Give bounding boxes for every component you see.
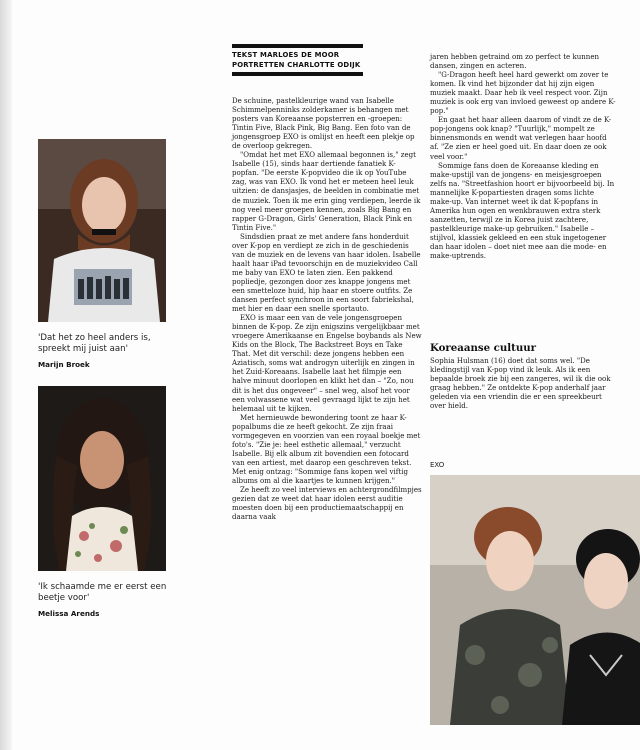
paragraph: En gaat het haar alleen daarom of vindt ze de K-pop-jongens ook knap? "Tuurlijk," mompelt ze binnensmonds en wendt wat verlegen haar hoofd af. "Ze zien er heel goed uit. En daar doen ze ook veel voor." — [430, 115, 612, 161]
paragraph: Sophia Hulsman (16) doet dat soms wel. "De kledingstijl van K-pop vind ik leuk. Als ik een bepaalde broek zie bij een zangeres, wil ik die ook graag hebben." Ze ontdekte K-pop anderhalf jaar geleden via een vriendin die er een spreekbeurt over hield. — [430, 356, 611, 411]
portrait-name: Melissa Arends — [38, 609, 100, 618]
portrait-marijn-broek — [38, 139, 166, 322]
article-column-2 — [430, 52, 616, 260]
paragraph: jaren hebben getraind om zo perfect te kunnen dansen, zingen en acteren. — [430, 52, 600, 71]
paragraph: Ze heeft zo veel interviews en achtergrondfilmpjes gezien dat ze weet dat haar idolen eerst auditie moesten doen bij een productiemaatschappij en daarna vaak — [232, 485, 422, 522]
credits-photo: PORTRETTEN CHARLOTTE ODIJK — [232, 61, 361, 69]
article-credits — [232, 50, 372, 70]
paragraph: Sommige fans doen de Koreaanse kleding en make-upstijl van de jongens- en meisjesgroepen zelfs na. "Streetfashion hoort er bijvoorbeeld bij. In mannelijke K-popartiesten dragen soms lichte make-up. Van internet weet ik dat K-popfans in Amerika hun ogen en wenkbrauwen extra sterk aanzetten, terwijl ze in Korea juist zachtere, pastelkleurige make-up gebruiken." Isabelle – stijlvol, klassiek gekleed en een stuk ingetogener dan haar idolen – doet niet mee aan die mode- en make-uptrends. — [430, 160, 615, 261]
paragraph: "Omdat het met EXO allemaal begonnen is," zegt Isabelle (15), sinds haar dertiende fanatiek K-popfan. "De eerste K-popvideo die ik op YouTube zag, was van EXO. Ik vond het er meteen heel leuk uitzien: de dansjasjes, de beelden in combinatie met de muziek. Toen ik me erin ging verdiepen, leerde ik nog veel meer groepen kennen, zoals Big Bang en rapper G-Dragon, Girls' Generation, Black Pink en Tintin Five." — [232, 150, 421, 232]
credits-text: TEKST MARLOES DE MOOR — [232, 51, 340, 59]
portrait-illustration — [38, 139, 166, 322]
page-gutter-shadow — [0, 0, 12, 750]
paragraph: De schuine, pastelkleurige wand van Isabelle Schimmelpenninks zolderkamer is behangen met posters van Koreaanse popsterren en -groepen: Tintin Five, Black Pink, Big Bang. Een foto van de jongensgroep EXO is omlijst en heeft een plekje op de overloop gekregen. — [232, 96, 415, 151]
paragraph: Sindsdien praat ze met andere fans honderduit over K-pop en verdiept ze zich in de geschiedenis van de muziek en de levens van haar idolen. Isabelle haalt haar iPad tevoorschijn en de muziekvideo Call me baby van EXO te laten zien. Een pakkend popliedje, gezongen door zes knappe jongens met een smetteloze huid, hip haar en stoere outfits. Ze dansen perfect synchroon in een soort fabriekshal, met hier en daar een snelle sportauto. — [232, 231, 421, 314]
paragraph: Met hernieuwde bewondering toont ze haar K-popalbums die ze heeft gekocht. Ze zijn fraai vormgegeven en voorzien van een royaal boekje met foto's. "Zie je: heel esthetic allemaal," verzucht Isabelle. Bij elk album zit bovendien een fotocard van een artiest, met daarop een geschreven tekst. Met enig ontzag: "Sommige fans kopen wel viftig albums om al die kaartjes te kunnen krijgen." — [232, 412, 421, 485]
portrait-quote: 'Dat het zo heel anders is, spreekt mij juist aan' — [38, 333, 151, 354]
credits-rule-top — [232, 44, 363, 48]
exo-group-photo — [430, 475, 640, 725]
portrait-illustration — [38, 386, 166, 571]
paragraph: EXO is maar een van de vele jongensgroepen binnen de K-pop. Ze zijn enigszins vergelijkbaar met vroegere Amerikaanse en Engelse boybands als New Kids on the Block, The Backstreet Boys en Take That. Met dit verschil: deze jongens hebben een Aziatisch, soms wat androgyn uiterlijk en zingen in het Zuid-Koreaans. Isabelle laat het filmpje een halve minuut doorlopen en klikt het dan – "Zo, nou dit is het dus ongeveer" – snel weg, alsof het voor een volwassene wat veel gevraagd lijkt te zijn het helemaal uit te kijken. — [232, 313, 422, 413]
section-subheading: Koreaanse cultuur — [430, 342, 537, 354]
article-column-1 — [232, 96, 422, 521]
portrait-name: Marijn Broek — [38, 360, 90, 369]
article-column-2-continued — [430, 356, 616, 410]
portrait-melissa-arends — [38, 386, 166, 571]
paragraph: "G-Dragon heeft heel hard gewerkt om zover te komen. Ik vind het bijzonder dat hij zijn eigen muziek maakt. Daar heb ik veel respect voor. Zijn muziek is ook erg van invloed geweest op andere K-pop." — [430, 70, 616, 116]
credits-rule-bottom — [232, 72, 363, 76]
photo-caption-label: EXO — [430, 461, 445, 469]
exo-photo-illustration — [430, 475, 640, 725]
portrait-quote: 'Ik schaamde me er eerst een beetje voor' — [38, 582, 167, 603]
